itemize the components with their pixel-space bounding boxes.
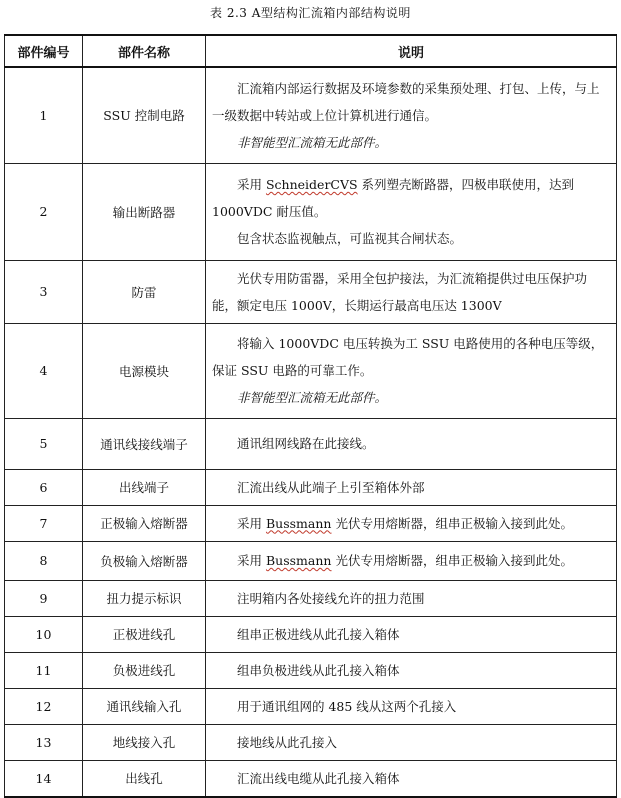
row-name: 输出断路器: [83, 163, 206, 260]
row-number: 1: [5, 67, 83, 163]
row-name: 通讯线接线端子: [83, 418, 206, 469]
row-description: [206, 163, 617, 260]
table-caption: 表 2.3 A型结构汇流箱内部结构说明: [210, 6, 411, 20]
row-description: [206, 260, 617, 323]
description-note: 非智能型汇流箱无此部件。: [237, 390, 388, 405]
row-description: [206, 505, 617, 541]
row-number: 3: [5, 260, 83, 323]
row-name: 负极进线孔: [83, 652, 206, 688]
row-name: 出线端子: [83, 469, 206, 505]
row-name: 负极输入熔断器: [83, 541, 206, 580]
table-row: [5, 616, 617, 652]
row-number: 2: [5, 163, 83, 260]
row-name: 正极进线孔: [83, 616, 206, 652]
row-description: [206, 469, 617, 505]
brand-name: Bussmann: [265, 515, 332, 531]
description-text: 接地线从此孔接入: [237, 734, 338, 750]
description-text: 采用 SchneiderCVS 系列塑壳断路器，四极串联使用，达到 1000VDC 耐压值。: [212, 177, 575, 219]
row-description: [206, 418, 617, 469]
row-description: [206, 580, 617, 616]
table-row: [5, 688, 617, 724]
description-text: 用于通讯组网的 485 线从这两个孔接入: [237, 698, 457, 714]
header-number: 部件编号: [5, 35, 83, 67]
row-description: [206, 760, 617, 797]
brand-name: Bussmann: [265, 553, 332, 568]
table-header-row: [5, 35, 617, 67]
table-row: [5, 67, 617, 163]
row-number: 10: [5, 616, 83, 652]
table-row: [5, 260, 617, 323]
row-name: 出线孔: [83, 760, 206, 797]
table-row: [5, 760, 617, 797]
table-row: [5, 163, 617, 260]
component-table: [4, 34, 617, 798]
row-number: 11: [5, 652, 83, 688]
table-row: [5, 652, 617, 688]
row-name: 正极输入熔断器: [83, 505, 206, 541]
table-row: [5, 541, 617, 580]
description-text: 注明箱内各处接线允许的扭力范围: [237, 590, 425, 606]
description-text: 通讯组网线路在此接线。: [237, 436, 375, 451]
row-number: 9: [5, 580, 83, 616]
description-text: 将输入 1000VDC 电压转换为工 SSU 电路使用的各种电压等级，保证 SSU 电路的可靠工作。: [212, 336, 604, 378]
row-name: SSU 控制电路: [83, 67, 206, 163]
row-number: 5: [5, 418, 83, 469]
brand-name: SchneiderCVS: [265, 177, 358, 192]
row-number: 4: [5, 323, 83, 418]
table-row: [5, 724, 617, 760]
row-description: [206, 724, 617, 760]
row-number: 8: [5, 541, 83, 580]
row-description: [206, 541, 617, 580]
description-text: 汇流出线从此端子上引至箱体外部: [237, 479, 425, 495]
row-number: 7: [5, 505, 83, 541]
table-row: [5, 469, 617, 505]
row-name: 防雷: [83, 260, 206, 323]
row-number: 14: [5, 760, 83, 797]
row-name: 电源模块: [83, 323, 206, 418]
description-text: 采用 Bussmann 光伏专用熔断器，组串正极输入接到此处。: [237, 515, 573, 531]
table-row: [5, 580, 617, 616]
description-text: 组串负极进线从此孔接入箱体: [237, 662, 400, 678]
row-description: [206, 323, 617, 418]
description-text: 汇流箱内部运行数据及环境参数的采集预处理、打包、上传，与上一级数据中转站或上位计算机进行通信。: [212, 80, 600, 123]
row-number: 6: [5, 469, 83, 505]
header-description: 说明: [206, 35, 617, 67]
row-name: 地线接入孔: [83, 724, 206, 760]
row-number: 12: [5, 688, 83, 724]
row-description: [206, 67, 617, 163]
table-row: [5, 323, 617, 418]
row-name: 扭力提示标识: [83, 580, 206, 616]
description-text: 汇流出线电缆从此孔接入箱体: [237, 770, 400, 786]
row-description: [206, 616, 617, 652]
row-number: 13: [5, 724, 83, 760]
description-text: 光伏专用防雷器，采用全包护接法，为汇流箱提供过电压保护功能，额定电压 1000V，长期运行最高电压达 1300V: [212, 270, 588, 313]
table-row: [5, 505, 617, 541]
row-name: 通讯线输入孔: [83, 688, 206, 724]
description-note: 非智能型汇流箱无此部件。: [237, 134, 388, 150]
description-text: 组串正极进线从此孔接入箱体: [237, 626, 400, 642]
description-text: 采用 Bussmann 光伏专用熔断器，组串正极输入接到此处。: [237, 553, 573, 568]
description-text-2: 包含状态监视触点，可监视其合闸状态。: [237, 231, 463, 246]
table-row: [5, 418, 617, 469]
header-name: 部件名称: [83, 35, 206, 67]
row-description: [206, 688, 617, 724]
row-description: [206, 652, 617, 688]
